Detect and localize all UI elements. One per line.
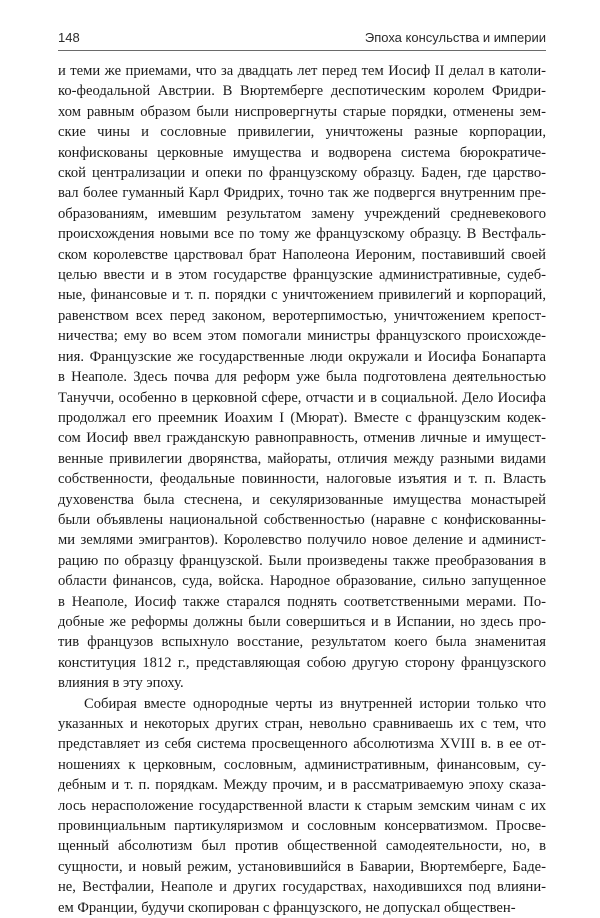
text-line: ничества; ему во всем этом помогали министры французского происхожде- (58, 328, 546, 345)
text-line: щенный абсолютизм был против общественной самодеятельности, но, в (58, 838, 546, 855)
text-line: духовенства была стеснена, и секуляризованные имущества монастырей (58, 491, 546, 508)
text-line: конституция 1812 г., представляющая собою другую сторону французского (58, 654, 546, 671)
text-line: провинциальным партикуляризмом и сословным консерватизмом. Просве- (58, 818, 546, 835)
text-line: в Неаполе, Иосиф также старался поднять соответственными мерами. По- (58, 593, 546, 610)
text-line: ко-феодальной Австрии. В Вюртемберге деспотическим королем Фридри- (58, 83, 546, 100)
text-line: собственности, феодальные повинности, налоговые изъятия и т. п. Власть (58, 471, 546, 488)
text-line: венные привилегии дворянства, майораты, отличия между разными видами (58, 450, 546, 467)
running-head (58, 30, 546, 51)
body-text (58, 61, 546, 918)
text-line: ском королевстве царствовал брат Наполеона Иероним, поставивший своей (58, 246, 546, 263)
text-line: сом Иосиф ввел гражданскую равноправность, отменив личные и имущест- (58, 430, 546, 447)
text-line: лось нерасположение государственной власти к старым земским чинам с их (58, 797, 546, 814)
text-line: и теми же приемами, что за двадцать лет перед тем Иосиф II делал в католи- (58, 63, 546, 79)
text-line: вал более гуманный Карл Фридрих, точно так же подвергся внутренним пре- (58, 185, 546, 202)
running-title: Эпоха консульства и империи (364, 30, 546, 45)
text-line: сущности, и новый режим, установившийся в Баварии, Вюртемберге, Баде- (58, 858, 546, 875)
text-line: продолжал его преемник Иоахим I (Мюрат). Вместе с французским кодек- (58, 409, 546, 426)
text-line: дебным и т. п. порядкам. Между прочим, и в рассматриваемую эпоху сказа- (58, 777, 546, 794)
text-line: в Неаполе. Здесь почва для реформ уже была подготовлена деятельностью (58, 369, 546, 386)
text-line: образованиям, имевшим результатом замену учреждений средневекового (58, 205, 546, 222)
text-line: не, Вестфалии, Неаполе и других государствах, находившихся под влияни- (58, 879, 546, 896)
text-line: целью ввести и в этом государстве французские административные, судеб- (58, 267, 546, 284)
text-line: ской централизации и опеки по французскому образцу. Баден, где царство- (58, 165, 546, 182)
text-line: ские чины и сословные привилегии, уничтожены разные корпорации, (58, 124, 546, 141)
text-line: добные же реформы должны были совершиться и в Испании, но здесь про- (58, 613, 546, 630)
text-line: ем Франции, будучи скопирован с французского, не допускал обществен- (58, 899, 516, 916)
text-line: области финансов, суда, войска. Народное образование, сильно запущенное (58, 573, 546, 590)
text-line: ношениях к церковным, сословным, административным, финансовым, су- (58, 756, 546, 773)
text-line: конфискованы церковные имущества и водворена система бюрократиче- (58, 144, 546, 161)
text-line: Собирая вместе однородные черты из внутренней истории только что (84, 695, 546, 712)
text-line: равенством всех перед законом, веротерпимостью, уничтожением крепост- (58, 307, 546, 324)
text-line: происхождения новыми все по тому же французскому образцу. В Вестфаль- (58, 226, 546, 243)
text-line: хом равным образом были ниспровергнуты старые порядки, отменены зем- (58, 103, 546, 120)
paragraph (58, 694, 546, 918)
text-line: ми землями эмигрантов). Королевство получило новое деление и админист- (58, 532, 546, 549)
text-line: ные, финансовые и т. п. порядки с уничтожением привилегий и корпораций, (58, 287, 546, 304)
text-line: влияния в эту эпоху. (58, 675, 184, 692)
text-line: были объявлены национальной собственностью (наравне с конфискованны- (58, 511, 546, 528)
text-line: ния. Французские же государственные люди окружали и Иосифа Бонапарта (58, 348, 546, 365)
paragraph (58, 61, 546, 694)
text-line: представляет из себя система просвещенного абсолютизма XVIII в. в ее от- (58, 736, 546, 753)
book-page (58, 30, 546, 918)
text-line: указанных и некоторых других стран, невольно сравниваешь их с тем, что (58, 716, 546, 732)
page-number: 148 (58, 30, 80, 45)
text-line: рацию по образцу французской. Были произведены также преобразования в (58, 552, 546, 569)
text-line: тив французов вспыхнуло восстание, результатом коего была знаменитая (58, 634, 546, 651)
text-line: Тануччи, особенно в церковной сфере, отчасти и в социальной. Дело Иосифа (58, 389, 546, 406)
